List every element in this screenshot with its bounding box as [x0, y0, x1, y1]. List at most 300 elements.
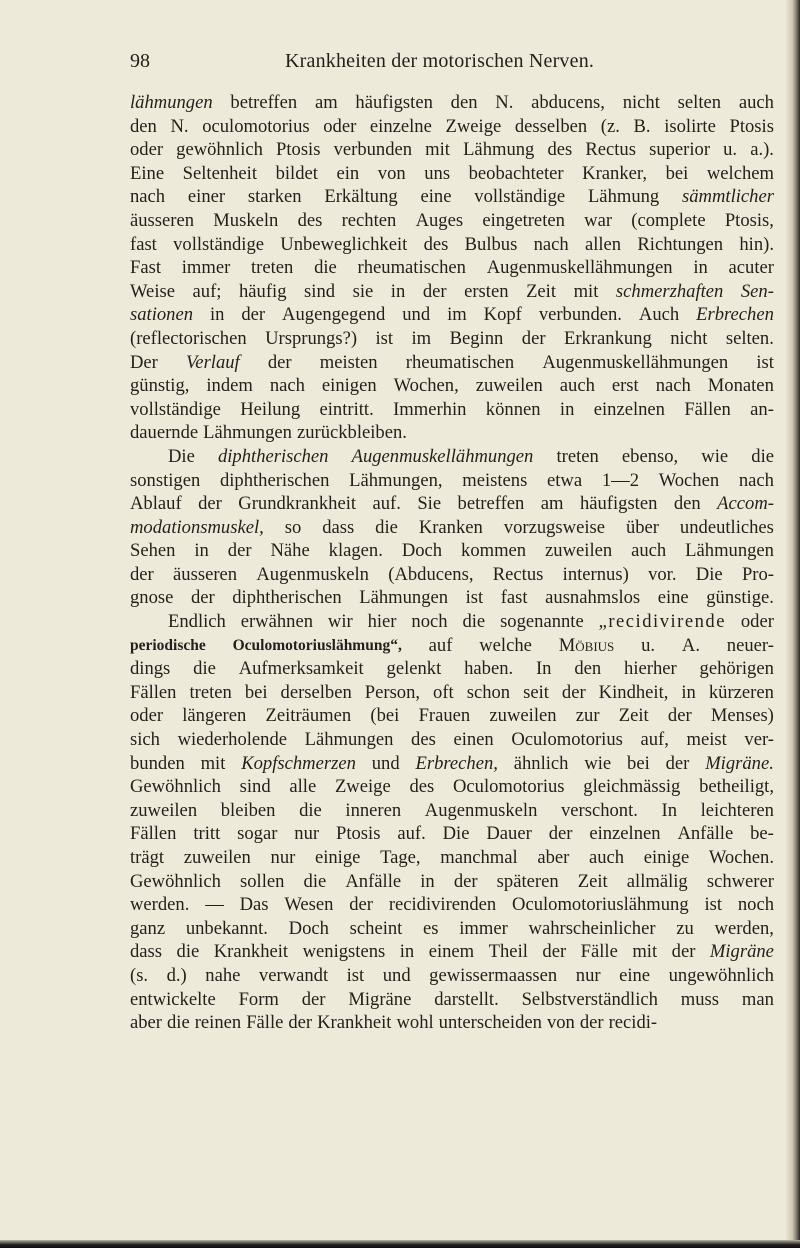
text-line: [130, 940, 774, 964]
word: wahrscheinlicher: [528, 917, 656, 939]
word: des: [411, 729, 436, 751]
word: lähmungen: [130, 92, 213, 113]
word: nur: [294, 823, 320, 845]
word: hierher: [624, 658, 677, 680]
word: auch: [589, 847, 625, 868]
word: oder: [130, 139, 164, 161]
page-header: [0, 50, 800, 80]
word: des: [547, 139, 573, 161]
word: den: [130, 115, 157, 137]
word: den: [574, 658, 602, 680]
text-line: [130, 351, 774, 375]
word: äusseren: [173, 563, 238, 585]
word: Ablauf: [130, 493, 182, 515]
word: der: [579, 1012, 604, 1034]
word: bleiben: [220, 799, 276, 821]
text-line: [130, 893, 774, 917]
word: ver-: [744, 729, 774, 751]
word: der: [453, 870, 478, 892]
word: mit: [632, 941, 658, 963]
word: zurückbleiben.: [296, 422, 407, 444]
word: einige: [643, 847, 690, 868]
word: zuweilen: [130, 799, 198, 821]
word: B.: [633, 115, 651, 137]
text-line: [130, 704, 774, 728]
word: selten.: [725, 327, 774, 349]
word: betreffen: [457, 493, 525, 515]
word: zur: [575, 705, 600, 727]
word: Zweige: [445, 115, 502, 137]
word: der: [241, 304, 266, 326]
word: in: [399, 941, 415, 963]
word: der: [198, 493, 222, 515]
word: der: [227, 540, 252, 562]
text-line: [130, 1011, 774, 1035]
word: Kopfschmerzen: [241, 752, 356, 774]
word: einzelnen: [589, 823, 661, 845]
word: eine: [619, 964, 651, 986]
word: nach: [655, 375, 691, 397]
word: der: [267, 351, 292, 373]
word: allen: [584, 233, 622, 255]
word: Ptosis: [729, 115, 774, 137]
word: Dauer: [486, 823, 532, 845]
text-line: [130, 209, 774, 233]
word: Nähe: [270, 540, 310, 562]
text-line: [130, 115, 774, 139]
word: der: [130, 563, 154, 585]
word: Sen-: [740, 280, 774, 302]
word: Erkrankung: [563, 327, 652, 349]
word: Theil: [488, 941, 528, 963]
word: diphtherischen: [219, 469, 330, 491]
word: Gewöhnlich: [130, 870, 221, 892]
text-line: [130, 516, 774, 540]
word: eine: [420, 186, 452, 208]
word: Weise: [130, 280, 175, 302]
word: selten: [677, 92, 722, 113]
word: schmerzhaften: [615, 280, 724, 302]
word: sich: [130, 729, 160, 751]
word: mit: [200, 752, 226, 774]
word: Selbstverständlich: [521, 988, 658, 1010]
text-line: [130, 421, 774, 445]
word: vor.: [648, 563, 677, 585]
word: einen: [453, 729, 494, 751]
word: hier: [367, 611, 397, 633]
word: Kranken: [418, 516, 483, 538]
word: Kindheit,: [598, 681, 669, 703]
word: bunden: [130, 752, 185, 774]
body-text: [130, 91, 774, 1035]
text-line: [130, 256, 774, 280]
word: an-: [750, 398, 774, 420]
word: nach: [130, 186, 166, 208]
word: späteren: [496, 870, 559, 892]
word: scheint: [349, 917, 403, 939]
word: nahe: [205, 964, 241, 986]
word: Krankheit: [213, 941, 289, 963]
word: klagen.: [328, 540, 383, 562]
text-line: [130, 91, 774, 115]
word: (z.: [600, 115, 620, 137]
word: meisten: [319, 351, 378, 373]
text-line: [130, 681, 774, 705]
word: unbekannt.: [185, 917, 268, 939]
word: ebenso,: [621, 445, 679, 467]
word: Frauen: [418, 705, 471, 727]
word: diphtherischen: [217, 445, 329, 467]
word: in: [420, 870, 435, 892]
word: eintritt.: [319, 398, 374, 420]
word: der: [521, 327, 546, 349]
word: Möbius: [558, 634, 615, 656]
word: kommen: [461, 540, 527, 562]
word: Grundkrankheit: [238, 493, 357, 515]
text-line: [130, 799, 774, 823]
word: Fällen: [684, 398, 731, 420]
word: Fälle: [246, 1012, 284, 1034]
text-line: [130, 539, 774, 563]
text-line: [130, 327, 774, 351]
word: (reflectorischen: [130, 327, 247, 349]
word: isolirte: [664, 115, 716, 137]
word: der: [665, 752, 690, 774]
word: u.: [723, 139, 738, 161]
word: wir: [327, 611, 353, 633]
word: einem: [428, 941, 475, 963]
word: derselben: [280, 681, 352, 703]
text-line: [130, 374, 774, 398]
word: Heilung: [240, 398, 301, 420]
word: Rectus: [492, 563, 544, 585]
word: darstellt.: [434, 988, 499, 1010]
word: der: [561, 681, 586, 703]
word: Migräne: [709, 941, 774, 963]
text-line: [130, 846, 774, 870]
text-line: [130, 610, 774, 634]
word: Fällen: [130, 823, 177, 845]
word: Krankheit: [317, 1012, 392, 1034]
word: Zeit: [618, 705, 649, 727]
text-line: [130, 445, 774, 469]
word: Zweige: [334, 776, 391, 798]
word: den: [450, 92, 478, 113]
word: Zeit: [526, 280, 557, 302]
word: des: [423, 233, 449, 255]
word: der: [548, 823, 573, 845]
text-line: [130, 563, 774, 587]
word: häufigsten: [355, 92, 433, 113]
word: Augenmuskellähmungen: [486, 257, 673, 279]
running-title: Krankheiten der motorischen Nerven.: [285, 50, 595, 72]
word: oculomotorius: [202, 115, 310, 137]
word: in: [681, 681, 696, 703]
page-edge-shadow: [786, 0, 800, 1248]
word: ist: [375, 327, 394, 349]
word: man: [741, 988, 774, 1010]
word: die: [375, 516, 398, 538]
word: Ursprungs?): [265, 327, 358, 349]
text-line: [130, 469, 774, 493]
word: ein: [336, 162, 360, 184]
word: mit: [573, 280, 599, 302]
word: A.: [681, 634, 700, 656]
word: indem: [206, 375, 253, 397]
word: betreffen: [230, 92, 298, 113]
word: sollen: [240, 870, 285, 892]
word: auf;: [192, 280, 222, 302]
word: Migräne.: [705, 752, 774, 774]
word: Erbrechen,: [415, 752, 498, 774]
word: verschont.: [560, 799, 638, 821]
word: Wesen: [284, 894, 334, 916]
word: noch: [737, 894, 774, 916]
word: sationen: [130, 304, 194, 326]
word: rheumatischen: [405, 351, 515, 373]
word: Menses): [710, 705, 774, 727]
word: leichteren: [700, 799, 774, 821]
text-line: [130, 752, 774, 776]
word: und: [371, 752, 400, 774]
word: ähnlich: [513, 752, 569, 774]
word: Bulbus: [464, 233, 518, 255]
word: gehörigen: [699, 658, 774, 680]
word: des: [297, 209, 323, 231]
word: in: [559, 398, 575, 420]
word: oft: [433, 681, 454, 703]
word: fast: [130, 233, 157, 255]
word: Lähmungen: [685, 540, 774, 562]
word: Ptosis: [335, 823, 381, 845]
word: Immerhin: [393, 398, 467, 420]
word: Rectus: [585, 139, 636, 161]
word: Fälle: [580, 941, 618, 963]
word: auf.: [397, 823, 426, 845]
word: ungewöhnlich: [668, 964, 774, 986]
word: die: [167, 1012, 190, 1034]
word: der: [301, 988, 326, 1010]
word: verbunden.: [538, 304, 622, 326]
word: kürzeren: [708, 681, 774, 703]
word: am: [314, 92, 338, 113]
word: ist: [704, 894, 723, 916]
word: rechten: [341, 209, 397, 231]
word: aber: [130, 1012, 162, 1034]
text-line: [130, 634, 774, 658]
word: wie: [701, 445, 729, 467]
word: in: [209, 304, 225, 326]
word: die: [299, 799, 322, 821]
word: nach: [533, 233, 569, 255]
word: im: [411, 327, 432, 349]
word: seit: [523, 681, 549, 703]
word: der: [667, 705, 692, 727]
word: auch: [631, 540, 667, 562]
word: wohl: [396, 1012, 434, 1034]
word: war: [584, 209, 613, 231]
word: Wochen: [658, 469, 720, 491]
text-line: [130, 492, 774, 516]
word: dauernde: [130, 422, 199, 444]
word: ganz: [130, 917, 166, 939]
word: die: [303, 870, 327, 892]
word: Gewöhnlich: [130, 776, 221, 798]
word: Tage,: [380, 847, 421, 868]
word: zuweilen: [183, 847, 251, 868]
word: d.): [166, 964, 187, 986]
word: gelenkt: [386, 658, 442, 680]
word: einer: [187, 186, 226, 208]
word: am: [540, 493, 564, 515]
word: von: [546, 1012, 575, 1034]
text-line: [130, 728, 774, 752]
word: der: [422, 280, 447, 302]
word: Sie: [417, 493, 442, 515]
word: Doch: [288, 917, 329, 939]
word: hin).: [739, 233, 774, 255]
word: in: [693, 257, 708, 279]
word: auch: [738, 92, 774, 113]
word: Monaten: [707, 375, 774, 397]
word: Ptosis: [276, 139, 321, 161]
word: welchem: [706, 162, 774, 184]
word: alle: [289, 776, 317, 798]
word: Lähmung: [463, 139, 535, 161]
word: die: [462, 611, 486, 633]
word: Lähmungen: [203, 422, 292, 444]
word: auf.: [372, 493, 401, 515]
word: nur: [270, 847, 296, 868]
word: bei: [665, 162, 689, 184]
word: vollständige: [474, 186, 566, 208]
word: werden.: [130, 894, 190, 916]
text-line: [130, 303, 774, 327]
word: Anfälle: [677, 823, 734, 845]
word: der: [349, 894, 373, 916]
word: oder: [130, 705, 164, 727]
word: treten: [556, 445, 599, 467]
word: Auch: [638, 304, 680, 326]
word: (complete: [631, 209, 706, 231]
word: Erbrechen: [696, 304, 774, 326]
word: treten: [251, 257, 294, 279]
text-line: [130, 775, 774, 799]
word: In: [661, 799, 678, 821]
word: gleichmässig: [583, 776, 681, 798]
word: sonstigen: [130, 469, 201, 491]
word: auch: [559, 375, 595, 397]
word: längeren: [182, 705, 247, 727]
word: Lähmungen: [304, 729, 394, 751]
word: nach: [738, 469, 774, 491]
word: —: [205, 894, 224, 916]
word: Migräne: [348, 988, 412, 1010]
text-line: [130, 870, 774, 894]
word: werden,: [714, 917, 774, 939]
word: oder: [323, 115, 357, 137]
word: trägt: [130, 847, 165, 868]
word: äusseren: [130, 209, 195, 231]
word: Doch: [401, 540, 443, 562]
word: sämmtlicher: [682, 186, 774, 208]
word: zuweilen: [545, 540, 613, 562]
word: superior: [649, 139, 711, 161]
word: Wochen,: [393, 375, 459, 397]
word: Person,: [364, 681, 421, 703]
word: (Abducens,: [388, 563, 474, 585]
word: einigen: [321, 375, 377, 397]
word: Kopf: [483, 304, 522, 326]
word: der: [190, 587, 215, 609]
word: In: [535, 658, 552, 680]
text-line: [130, 185, 774, 209]
word: mit: [425, 139, 450, 161]
word: Aufmerksamkeit: [238, 658, 364, 680]
word: ist: [465, 587, 484, 609]
word: manchmal: [440, 847, 518, 868]
word: Oculomotoriuslähmung: [512, 894, 689, 916]
word: eine: [657, 587, 689, 609]
word: immer: [459, 917, 508, 939]
word: im: [447, 304, 467, 326]
word: uns: [424, 162, 451, 184]
word: starken: [247, 186, 302, 208]
word: Augengegend: [282, 304, 386, 326]
word: vollständige: [173, 233, 265, 255]
word: häufig: [238, 280, 287, 302]
word: zu: [676, 917, 694, 939]
word: treten: [189, 681, 232, 703]
text-line: [130, 964, 774, 988]
word: einzelnen: [593, 398, 665, 420]
word: immer: [181, 257, 231, 279]
word: etwa: [547, 469, 583, 491]
word: u.: [641, 634, 656, 656]
word: noch: [411, 611, 448, 633]
word: günstige.: [706, 587, 774, 609]
word: Anfälle: [345, 870, 402, 892]
word: nur: [575, 964, 601, 986]
word: den: [673, 493, 701, 515]
word: Fast: [130, 257, 161, 279]
word: ersten: [464, 280, 509, 302]
word: acuter: [728, 257, 774, 279]
word: „recidivirende: [598, 611, 726, 633]
text-line: [130, 398, 774, 422]
word: so: [284, 516, 302, 538]
word: 1—2: [601, 469, 639, 491]
word: verwandt: [258, 964, 329, 986]
word: die: [314, 257, 337, 279]
word: Erkältung: [324, 186, 398, 208]
word: ist: [756, 351, 774, 373]
word: unterscheiden: [438, 1012, 542, 1034]
word: Richtungen: [637, 233, 724, 255]
word: reinen: [194, 1012, 242, 1034]
word: modationsmuskel,: [130, 516, 264, 538]
word: günstig,: [130, 375, 190, 397]
word: bildet: [275, 162, 318, 184]
word: vollständige: [130, 398, 221, 420]
word: Fällen: [130, 681, 177, 703]
word: Lähmungen: [359, 587, 449, 609]
word: Zeiträumen: [265, 705, 352, 727]
word: sind: [304, 280, 336, 302]
word: (s.: [130, 964, 149, 986]
word: Wochen.: [708, 847, 774, 868]
word: sie: [352, 280, 374, 302]
